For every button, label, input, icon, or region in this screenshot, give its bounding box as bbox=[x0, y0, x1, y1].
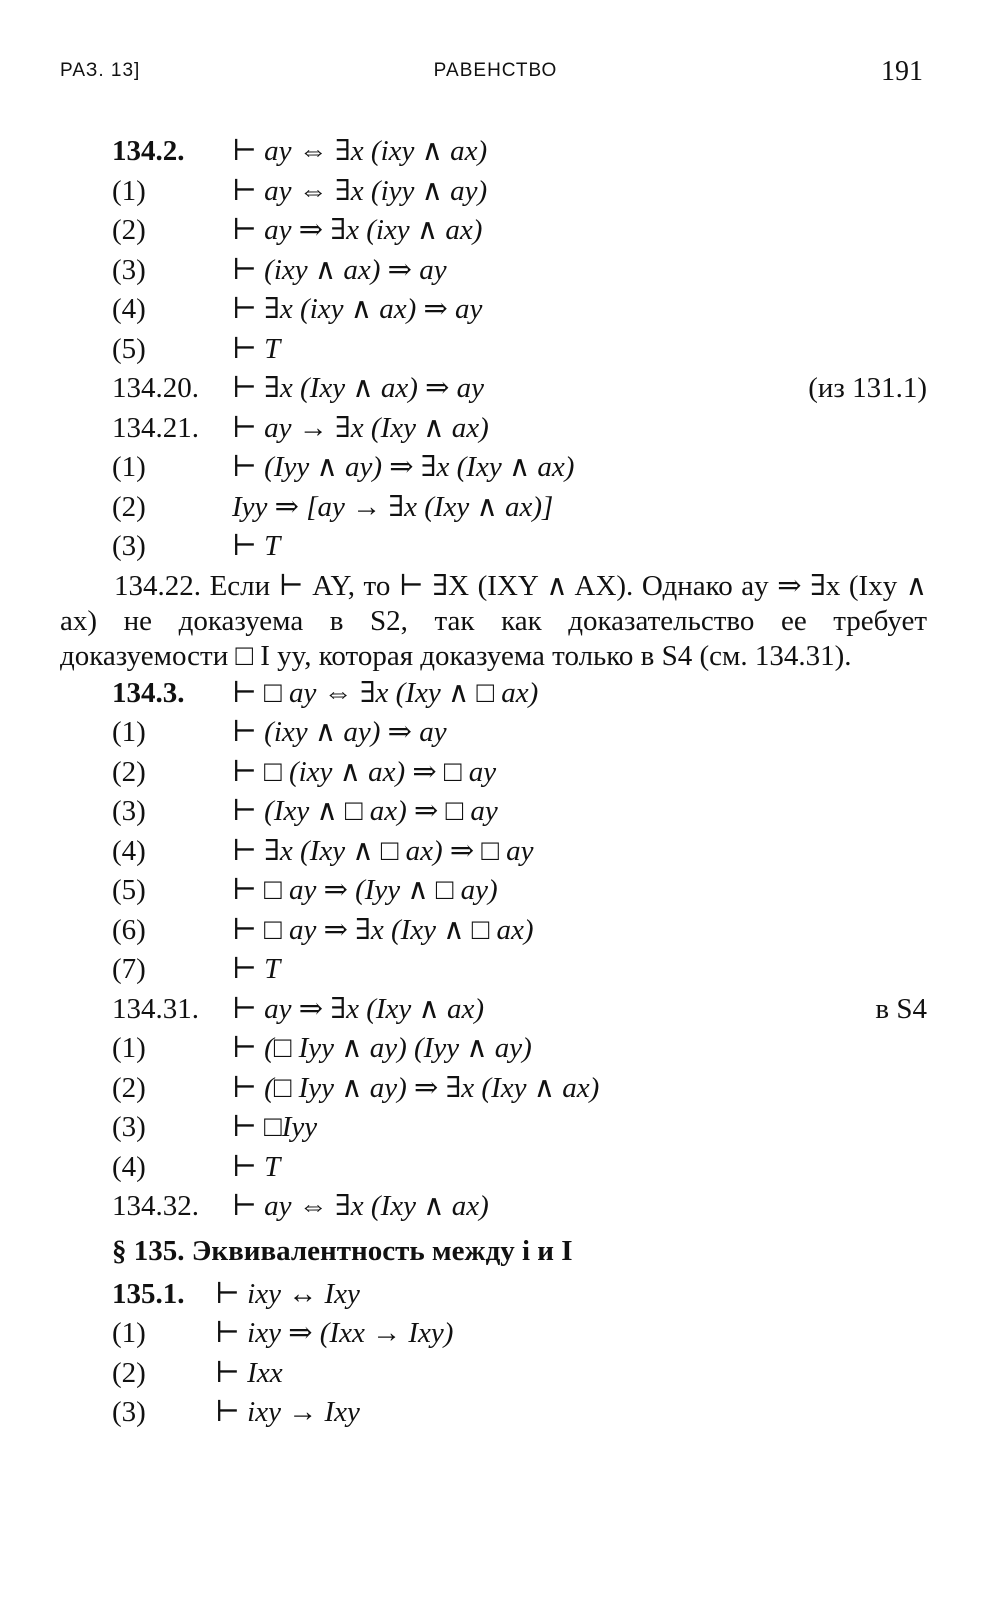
formula-expression: ⊢ □ ay ⇒ ∃x (Ixy ∧ □ ax) bbox=[232, 913, 534, 946]
formula-line bbox=[0, 409, 991, 449]
formula-line bbox=[0, 832, 991, 872]
section-title: § 135. Эквивалентность между i и I bbox=[112, 1234, 573, 1267]
formula-expression: ⊢ ay → ∃x (Ixy ∧ ax) bbox=[232, 411, 489, 444]
formula-number: (2) bbox=[112, 1356, 146, 1389]
formula-expression: ⊢ □ (ixy ∧ ax) ⇒ □ ay bbox=[232, 755, 497, 788]
formula-number: (3) bbox=[112, 253, 146, 286]
formula-expression: ⊢ ay ⇔ ∃x (iyy ∧ ay) bbox=[232, 174, 488, 207]
formula-line bbox=[0, 950, 991, 990]
formula-number: 135.1. bbox=[112, 1277, 185, 1310]
formula-line bbox=[0, 674, 991, 714]
formula-number: 134.20. bbox=[112, 372, 199, 404]
formula-number: (5) bbox=[112, 332, 146, 365]
formula-expression: ⊢ □Iyy bbox=[232, 1111, 318, 1143]
formula-number: (2) bbox=[112, 214, 146, 246]
formula-number: (2) bbox=[112, 1071, 146, 1104]
formula-line bbox=[0, 330, 991, 370]
formula-line bbox=[0, 1187, 991, 1227]
formula-number: (4) bbox=[112, 834, 146, 867]
formula-number: 134.21. bbox=[112, 411, 199, 444]
proof-block-134-3 bbox=[0, 674, 991, 1227]
formula-line bbox=[0, 911, 991, 951]
formula-expression: ⊢ ∃x (ixy ∧ ax) ⇒ ay bbox=[232, 293, 483, 325]
formula-line bbox=[0, 1108, 991, 1148]
formula-line bbox=[0, 488, 991, 528]
formula-expression: Iyy ⇒ [ay → ∃x (Ixy ∧ ax)] bbox=[232, 490, 554, 523]
formula-number: (5) bbox=[112, 874, 146, 906]
page-body bbox=[0, 132, 991, 1433]
proof-block-134-2 bbox=[0, 132, 991, 567]
chapter-header: РАЗ. 13] bbox=[60, 60, 141, 81]
formula-expression: ⊢ ay ⇔ ∃x (Ixy ∧ ax) bbox=[232, 1190, 489, 1222]
formula-line bbox=[0, 713, 991, 753]
formula-line bbox=[0, 1275, 991, 1315]
formula-number: (1) bbox=[112, 716, 146, 748]
formula-expression: ⊢ ay ⇔ ∃x (ixy ∧ ax) bbox=[232, 135, 488, 167]
formula-line bbox=[0, 251, 991, 291]
formula-expression: ⊢ T bbox=[232, 953, 281, 985]
formula-number: (1) bbox=[112, 174, 146, 207]
formula-expression: ⊢ ∃x (Ixy ∧ ax) ⇒ ay bbox=[232, 372, 485, 404]
formula-line bbox=[0, 448, 991, 488]
formula-line bbox=[0, 1393, 991, 1433]
formula-expression: ⊢ ay ⇒ ∃x (Ixy ∧ ax) bbox=[232, 992, 485, 1025]
formula-expression: ⊢ (Iyy ∧ ay) ⇒ ∃x (Ixy ∧ ax) bbox=[232, 451, 575, 483]
formula-expression: ⊢ ixy ⇒ (Ixx → Ixy) bbox=[215, 1317, 454, 1349]
formula-number: (6) bbox=[112, 913, 146, 946]
page-number: 191 bbox=[881, 56, 923, 87]
formula-number: 134.3. bbox=[112, 676, 185, 709]
formula-line bbox=[0, 1069, 991, 1109]
formula-number: 134.2. bbox=[112, 135, 185, 167]
formula-line bbox=[0, 753, 991, 793]
formula-expression: ⊢ □ ay ⇒ (Iyy ∧ □ ay) bbox=[232, 874, 498, 906]
paragraph-134-22: 134.22. Если ⊢ AY, то ⊢ ∃X (IXY ∧ AX). Однако ay ⇒ ∃x (Ixy ∧ ax) не доказуема в S2, так как доказательство ее требует доказуемости □ I yy, которая доказуема только в S4 (см. 134.31). bbox=[60, 569, 927, 672]
formula-expression: ⊢ ixy ↔ Ixy bbox=[215, 1277, 360, 1310]
formula-number: (2) bbox=[112, 755, 146, 788]
formula-line bbox=[0, 1354, 991, 1394]
formula-expression: ⊢ Ixx bbox=[215, 1356, 283, 1389]
formula-number: (3) bbox=[112, 795, 146, 827]
formula-expression: ⊢ T bbox=[232, 530, 281, 562]
formula-expression: ⊢ ∃x (Ixy ∧ □ ax) ⇒ □ ay bbox=[232, 834, 534, 867]
formula-number: (3) bbox=[112, 1396, 146, 1428]
formula-number: (3) bbox=[112, 530, 146, 562]
formula-expression: ⊢ (ixy ∧ ax) ⇒ ay bbox=[232, 253, 447, 286]
formula-expression: ⊢ (□ Iyy ∧ ay) (Iyy ∧ ay) bbox=[232, 1032, 532, 1064]
formula-expression: ⊢ (Ixy ∧ □ ax) ⇒ □ ay bbox=[232, 795, 498, 827]
formula-number: (4) bbox=[112, 293, 146, 325]
proof-block-135-1 bbox=[0, 1275, 991, 1433]
formula-line bbox=[0, 290, 991, 330]
formula-line bbox=[0, 172, 991, 212]
formula-line bbox=[0, 792, 991, 832]
formula-note: (из 131.1) bbox=[808, 372, 927, 404]
formula-line bbox=[0, 1314, 991, 1354]
formula-expression: ⊢ (ixy ∧ ay) ⇒ ay bbox=[232, 716, 447, 748]
section-heading bbox=[0, 1227, 991, 1275]
formula-expression: ⊢ (□ Iyy ∧ ay) ⇒ ∃x (Ixy ∧ ax) bbox=[232, 1071, 600, 1104]
formula-line bbox=[0, 1148, 991, 1188]
formula-expression: ⊢ □ ay ⇔ ∃x (Ixy ∧ □ ax) bbox=[232, 676, 539, 709]
formula-line bbox=[0, 990, 991, 1030]
formula-expression: ⊢ ay ⇒ ∃x (ixy ∧ ax) bbox=[232, 214, 483, 246]
formula-number: (7) bbox=[112, 953, 146, 985]
formula-number: (4) bbox=[112, 1150, 146, 1183]
formula-line bbox=[0, 369, 991, 409]
formula-number: (2) bbox=[112, 490, 146, 523]
formula-number: 134.32. bbox=[112, 1190, 199, 1222]
formula-line bbox=[0, 1029, 991, 1069]
formula-number: (1) bbox=[112, 451, 146, 483]
formula-note: в S4 bbox=[875, 992, 927, 1025]
formula-line bbox=[0, 871, 991, 911]
formula-number: (1) bbox=[112, 1317, 146, 1349]
formula-line bbox=[0, 132, 991, 172]
formula-number: (3) bbox=[112, 1111, 146, 1143]
formula-number: (1) bbox=[112, 1032, 146, 1064]
formula-expression: ⊢ T bbox=[232, 332, 281, 365]
formula-number: 134.31. bbox=[112, 992, 199, 1025]
formula-line bbox=[0, 527, 991, 567]
running-title: РАВЕНСТВО bbox=[433, 60, 558, 81]
formula-line bbox=[0, 211, 991, 251]
formula-expression: ⊢ T bbox=[232, 1150, 281, 1183]
formula-expression: ⊢ ixy → Ixy bbox=[215, 1396, 360, 1428]
